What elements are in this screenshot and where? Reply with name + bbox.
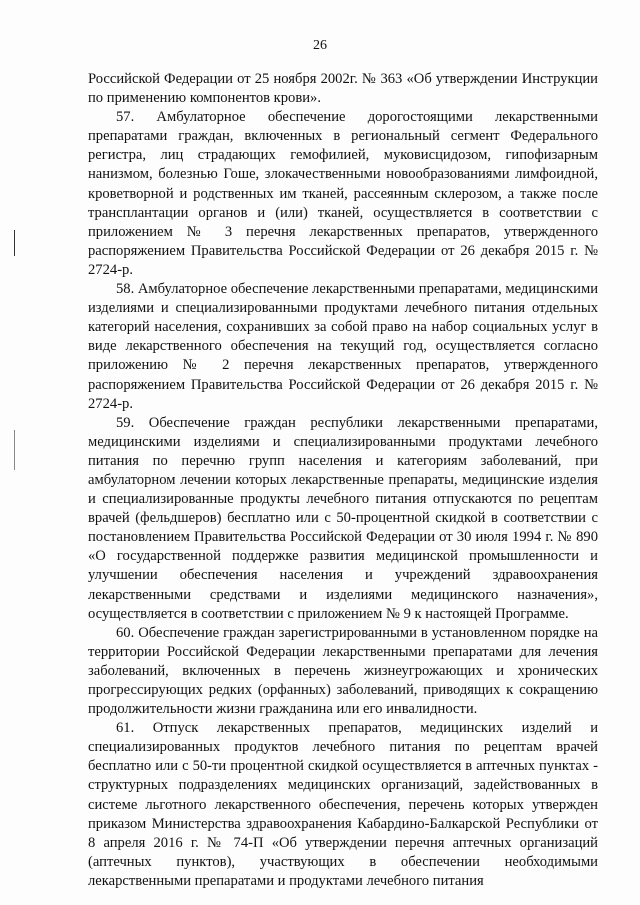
page-number: 26 — [313, 38, 327, 53]
paragraph-59: 59. Обеспечение граждан республики лекарственными препаратами, медицинскими изделиями и специализированными продуктами лечебного питания по перечню групп населения и категориям заболеваний, при амбулаторном лечении которых лекарственные препараты, медицинские изделия и специализированные продукты лечебного питания отпускаются по рецептам врачей (фельдшеров) бесплатно или с 50-процентной скидкой в соответствии с постановлением Правительства Российской Федерации от 30 июля 1994 г. № 890 «О государственной поддержке развития медицинской промышленности и улучшении обеспечения населения и учреждений здравоохранения лекарственными средствами и изделиями медицинского назначения», осуществляется в соответствии с приложением № 9 к настоящей Программе. — [88, 414, 598, 622]
margin-mark — [14, 230, 15, 256]
paragraph-60: 60. Обеспечение граждан зарегистрированными в установленном порядке на территории Российской Федерации лекарственными препаратами для лечения заболеваний, включенных в перечень жизнеугрожающих и хронических прогрессирующих редких (орфанных) заболеваний, приводящих к сокращению продолжительности жизни гражданина или его инвалидности. — [88, 624, 598, 718]
paragraph-58: 58. Амбулаторное обеспечение лекарственными препаратами, медицинскими изделиями и специализированными продуктами лечебного питания отдельных категорий населения, сохранивших за собой право на набор социальных услуг в виде лекарственного обеспечения на текущий год, осуществляется согласно приложению № 2 перечня лекарственных препаратов, утвержденного распоряжением Правительства Российской Федерации от 26 декабря 2015 г. № 2724-р. — [88, 281, 599, 412]
margin-mark — [14, 430, 15, 470]
document-body — [88, 70, 598, 891]
paragraph-continuation: Российской Федерации от 25 ноября 2002г. № 363 «Об утверждении Инструкции по применению компонентов крови». — [88, 71, 598, 107]
paragraph-61: 61. Отпуск лекарственных препаратов, медицинских изделий и специализированных продуктов лечебного питания по рецептам врачей бесплатно или с 50-ти процентной скидкой осуществляется в аптечных пунктах - структурных подразделениях медицинских организаций, задействованных в системе льготного лекарственного обеспечения, перечень которых утвержден приказом Министерства здравоохранения Кабардино-Балкарской Республики от 8 апреля 2016 г. № 74-П «Об утверждении перечня аптечных организаций (аптечных пунктов), участвующих в обеспечении необходимыми лекарственными препаратами и продуктами лечебного питания — [88, 720, 598, 889]
paragraph-57: 57. Амбулаторное обеспечение дорогостоящими лекарственными препаратами граждан, включенных в региональный сегмент Федерального регистра, лиц страдающих гемофилией, муковисцидозом, гипофизарным нанизмом, болезнью Гоше, злокачественными новообразованиями лимфоидной, кроветворной и родственных им тканей, рассеянным склерозом, а также после трансплантации органов и (или) тканей, осуществляется в соответствии с приложением № 3 перечня лекарственных препаратов, утвержденного распоряжением Правительства Российской Федерации от 26 декабря 2015 г. № 2724-р. — [88, 109, 598, 278]
